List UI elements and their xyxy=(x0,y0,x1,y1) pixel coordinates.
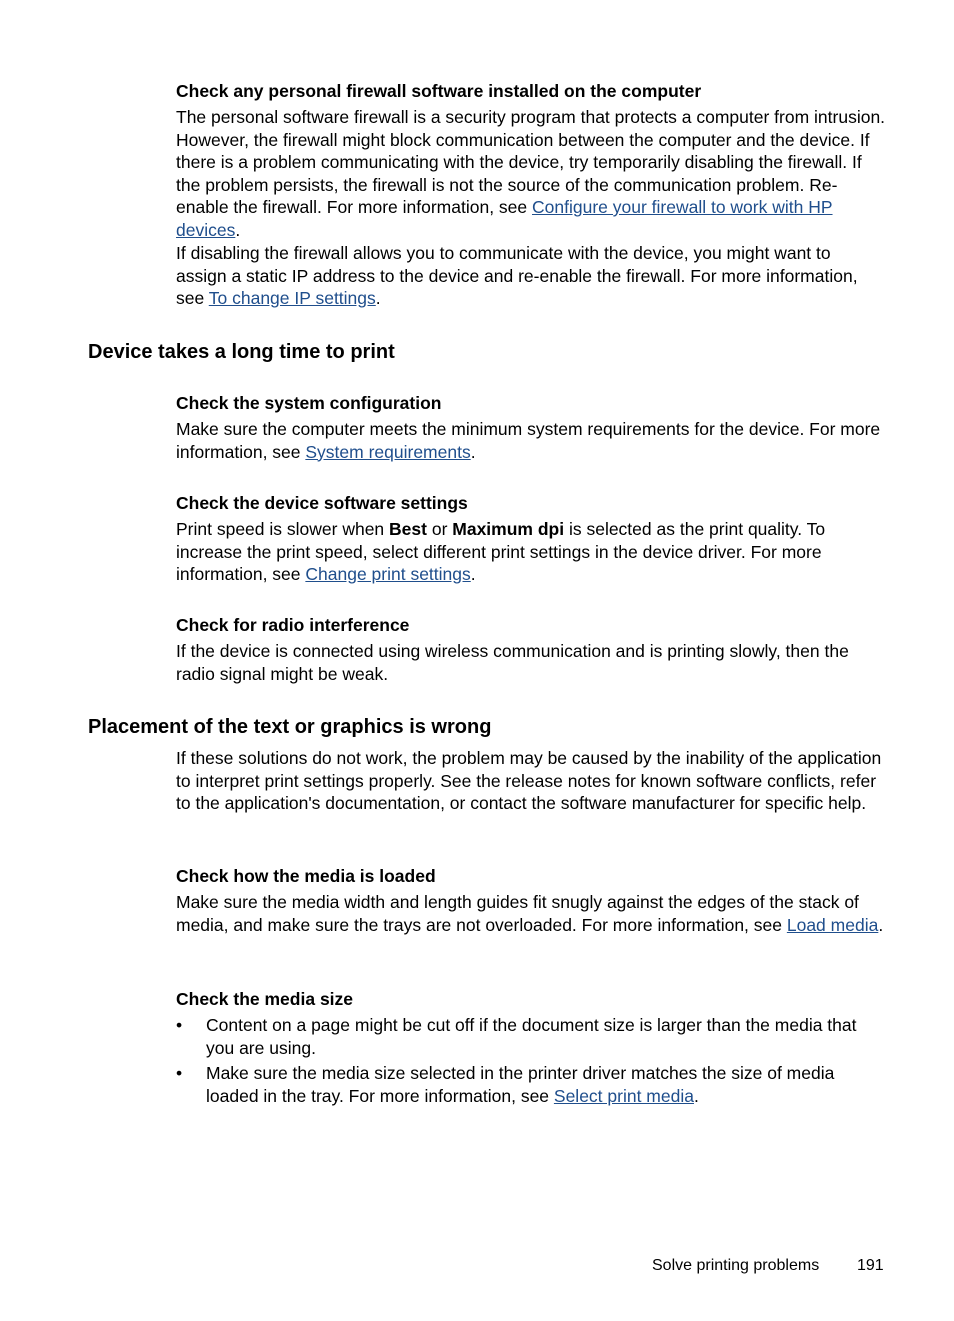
software-settings-text-3: is selected as the print quality. To increase the print speed, select different print settings in the device driver. For more information, see xyxy=(176,519,826,584)
section-heading-long-time: Device takes a long time to print xyxy=(88,341,395,363)
media-loaded-text: Make sure the media width and length guides fit snugly against the edges of the stack of media, and make sure the trays are not overloaded. For more information, see xyxy=(176,892,859,935)
system-config-heading: Check the system configuration xyxy=(176,393,442,413)
radio-heading: Check for radio interference xyxy=(176,615,410,635)
media-loaded-block xyxy=(176,865,886,936)
placement-intro-block xyxy=(176,747,886,815)
firewall-p2-text: If disabling the firewall allows you to communicate with the device, you might want to assign a static IP address to the device and re-enable the firewall. For more information, see xyxy=(176,243,858,308)
firewall-p1-end: . xyxy=(235,219,241,240)
configure-firewall-link[interactable]: Configure your firewall to work with HP devices xyxy=(176,197,833,240)
placement-intro-paragraph: If these solutions do not work, the problem may be caused by the inability of the application to interpret print settings properly. See the release notes for known software conflicts, refer to the application's documentation, or contact the software manufacturer for specific help. xyxy=(176,748,882,813)
firewall-heading: Check any personal firewall software installed on the computer xyxy=(176,81,702,101)
system-requirements-link[interactable]: System requirements xyxy=(305,441,471,462)
software-settings-heading: Check the device software settings xyxy=(176,493,468,513)
system-config-block xyxy=(176,392,886,463)
firewall-paragraph-2 xyxy=(176,242,886,310)
software-settings-paragraph xyxy=(176,518,886,586)
footer-page-number: 191 xyxy=(857,1257,884,1274)
software-settings-block xyxy=(176,492,886,586)
software-settings-end: . xyxy=(470,564,476,584)
system-config-text: Make sure the computer meets the minimum system requirements for the device. For more information, see xyxy=(176,419,881,462)
software-settings-text-1: Print speed is slower when xyxy=(176,519,390,539)
radio-block xyxy=(176,614,886,685)
list-item xyxy=(176,1062,886,1107)
media-loaded-end: . xyxy=(878,914,884,935)
firewall-paragraph-1 xyxy=(176,106,886,241)
firewall-block xyxy=(176,80,886,310)
select-print-media-link[interactable]: Select print media xyxy=(553,1085,694,1106)
footer-chapter: Solve printing problems xyxy=(652,1257,820,1274)
media-size-list xyxy=(176,1014,886,1107)
firewall-p2-end: . xyxy=(375,288,381,308)
radio-paragraph: If the device is connected using wireless communication and is printing slowly, then the radio signal might be weak. xyxy=(176,641,849,684)
bullet-icon: • xyxy=(176,1015,183,1035)
best-quality-term: Best xyxy=(389,519,427,539)
section-heading-placement: Placement of the text or graphics is wrong xyxy=(88,716,492,738)
media-size-item-2-text: Make sure the media size selected in the printer driver matches the size of media loaded in the tray. For more information, see xyxy=(206,1063,835,1106)
media-size-heading: Check the media size xyxy=(176,989,354,1009)
media-loaded-paragraph xyxy=(176,891,886,936)
system-config-paragraph xyxy=(176,418,886,463)
firewall-p1-text: The personal software firewall is a security program that protects a computer from intrusion. However, the firewall might block communication between the computer and the device. If there is a problem communicating with the device, try temporarily disabling the firewall. If the problem persists, the firewall is not the source of the communication problem. Re-enable the firewall. For more information, see xyxy=(176,107,886,217)
load-media-link[interactable]: Load media xyxy=(786,914,879,935)
maximum-dpi-term: Maximum dpi xyxy=(452,519,565,539)
change-print-settings-link[interactable]: Change print settings xyxy=(305,564,471,584)
software-settings-text-2: or xyxy=(426,519,453,539)
list-item xyxy=(176,1014,886,1059)
media-size-item-2-end: . xyxy=(693,1085,699,1106)
media-loaded-heading: Check how the media is loaded xyxy=(176,866,436,886)
system-config-end: . xyxy=(470,441,476,462)
change-ip-settings-link[interactable]: To change IP settings xyxy=(208,288,376,308)
media-size-item-1-text: Content on a page might be cut off if the document size is larger than the media that you are using. xyxy=(206,1015,857,1058)
bullet-icon: • xyxy=(176,1063,183,1083)
media-size-block xyxy=(176,988,886,1110)
